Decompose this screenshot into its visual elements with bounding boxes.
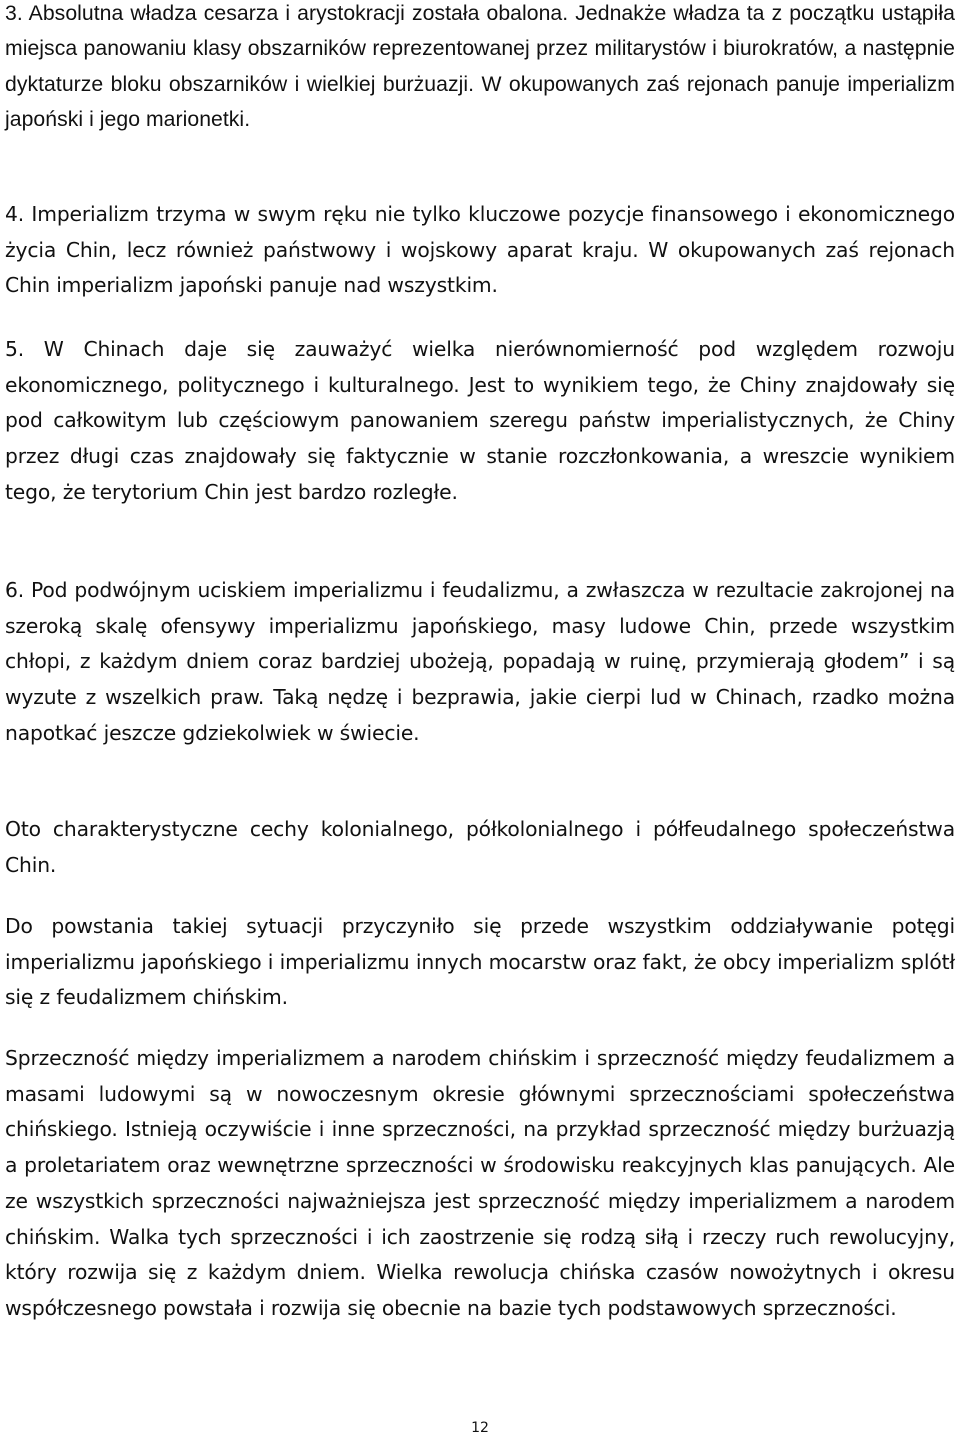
paragraph-contradictions: Sprzeczność między imperializmem a narodem chińskim i sprzeczność między feudalizmem a masami ludowymi są w nowoczesnym okresie głównymi sprzecznościami społeczeństwa chińskiego. Istnieją oczywiście i inne sprzeczności, na przykład sprzeczność między burżuazją a proletariatem oraz wewnętrzne sprzeczności w środowisku reakcyjnych klas panujących. Ale ze wszystkich sprzeczności najważniejsza jest sprzeczność między imperializmem a narodem chińskim. Walka tych sprzeczności i ich zaostrzenie się rodzą siłą i rzeczy ruch rewolucyjny, który rozwija się z każdym dniem. Wielka rewolucja chińska czasów nowożytnych i okresu współczesnego powstała i rozwija się obecnie na bazie tych podstawowych sprzeczności. bbox=[5, 1046, 955, 1320]
page-number: 12 bbox=[471, 1420, 489, 1436]
paragraph-causes: Do powstania takiej sytuacji przyczyniło się przede wszystkim oddziaływanie potęgi imperializmu japońskiego i imperializmu innych mocarstw oraz fakt, że obcy imperializm splótł się z feudalizmem chińskim. bbox=[5, 914, 955, 1010]
paragraph-point-3: 3. Absolutna władza cesarza i arystokracji została obalona. Jednakże władza ta z początku ustąpiła miejsca panowaniu klasy obszarników reprezentowanej przez militarystów i biurokratów, a następnie dyktaturze bloku obszarników i wielkiej burżuazji. W okupowanych zaś rejonach panuje imperializm japoński i jego marionetki. bbox=[5, 2, 955, 131]
paragraph-point-6: 6. Pod podwójnym uciskiem imperializmu i feudalizmu, a zwłaszcza w rezultacie zakrojonej na szeroką skalę ofensywy imperializmu japońskiego, masy ludowe Chin, przede wszystkim chłopi, z każdym dniem coraz bardziej ubożeją, popadają w ruinę, przymierają głodem” i są wyzute z wszelkich praw. Taką nędzę i bezprawia, jakie cierpi lud w Chinach, rzadko można napotkać jeszcze gdziekolwiek w świecie. bbox=[5, 578, 955, 745]
paragraph-point-4: 4. Imperializm trzyma w swym ręku nie tylko kluczowe pozycje finansowego i ekonomicznego życia Chin, lecz również państwowy i wojskowy aparat kraju. W okupowanych zaś rejonach Chin imperializm japoński panuje nad wszystkim. bbox=[5, 202, 955, 298]
paragraph-point-5: 5. W Chinach daje się zauważyć wielka nierównomierność pod względem rozwoju ekonomicznego, politycznego i kulturalnego. Jest to wynikiem tego, że Chiny znajdowały się pod całkowitym lub częściowym panowaniem szeregu państw imperialistycznych, że Chiny przez długi czas znajdowały się faktycznie w stanie rozczłonkowania, a wreszcie wynikiem tego, że terytorium Chin jest bardzo rozległe. bbox=[5, 337, 955, 504]
paragraph-characteristics: Oto charakterystyczne cechy kolonialnego, półkolonialnego i półfeudalnego społeczeństwa Chin. bbox=[5, 817, 955, 877]
